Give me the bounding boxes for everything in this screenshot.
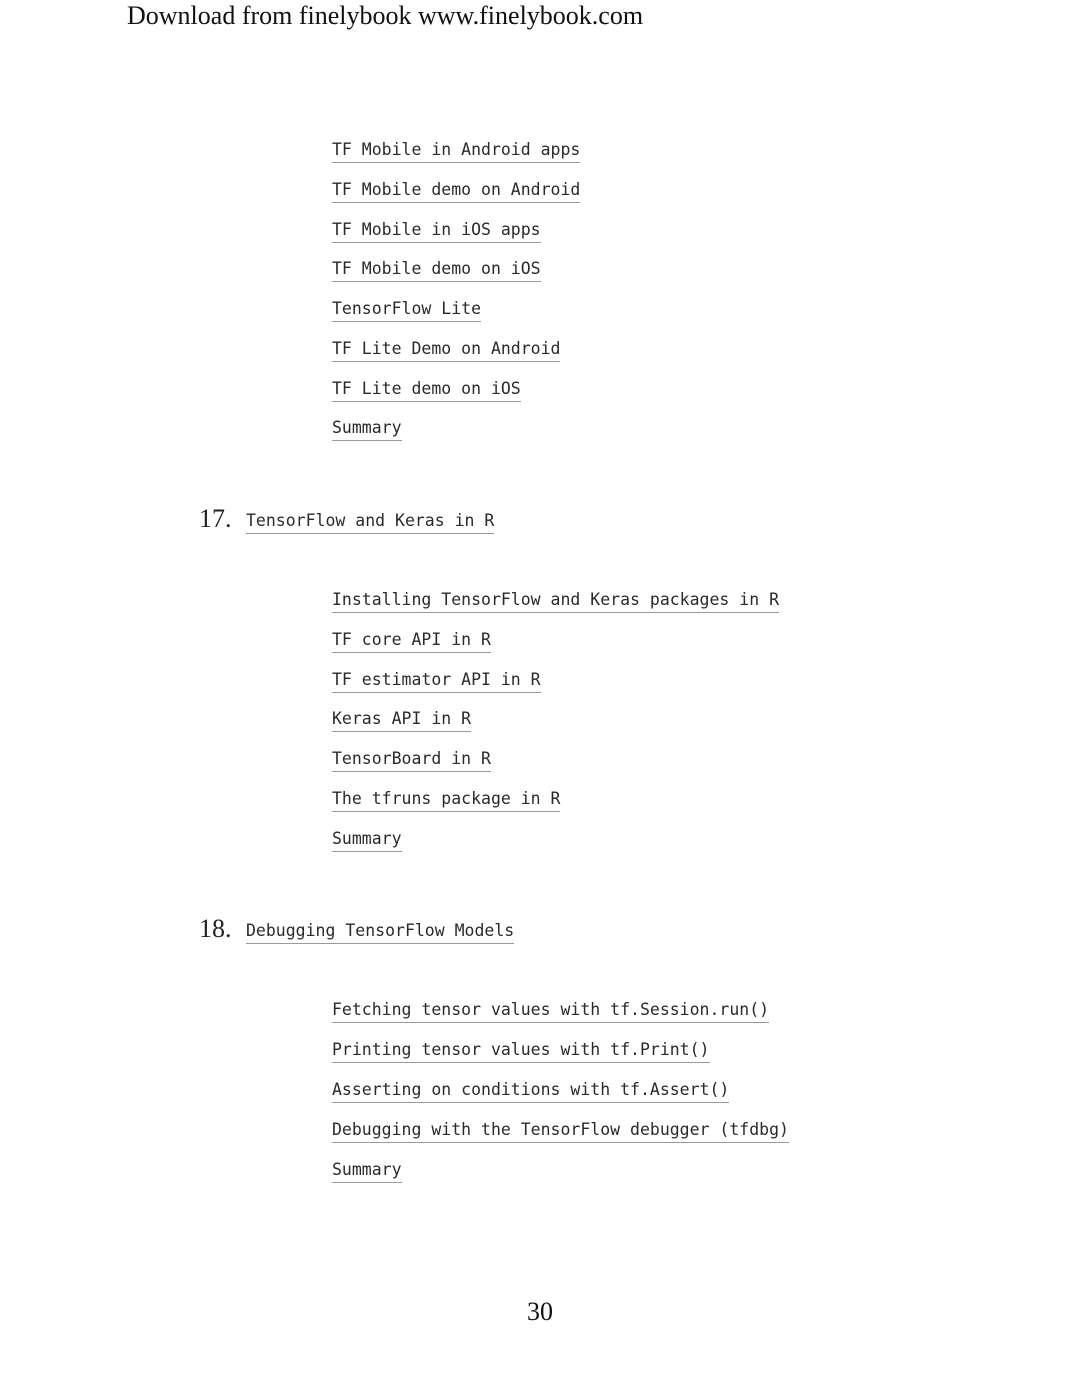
toc-item-tf-mobile-ios-apps[interactable]: TF Mobile in iOS apps: [332, 219, 541, 243]
toc-item-tensorflow-lite[interactable]: TensorFlow Lite: [332, 298, 481, 322]
toc-item-tf-estimator-api[interactable]: TF estimator API in R: [332, 669, 541, 693]
toc-item-tensorboard[interactable]: TensorBoard in R: [332, 748, 491, 772]
toc-item-tf-lite-demo-android[interactable]: TF Lite Demo on Android: [332, 338, 560, 362]
chapter-title-link[interactable]: Debugging TensorFlow Models: [246, 920, 514, 944]
toc-item-asserting-conditions[interactable]: Asserting on conditions with tf.Assert(): [332, 1079, 729, 1103]
toc-item-tf-mobile-android-apps[interactable]: TF Mobile in Android apps: [332, 139, 580, 163]
toc-item-keras-api[interactable]: Keras API in R: [332, 708, 471, 732]
chapter-number: 17.: [199, 504, 232, 533]
toc-item-tf-core-api[interactable]: TF core API in R: [332, 629, 491, 653]
toc-item-installing-packages[interactable]: Installing TensorFlow and Keras packages in R: [332, 589, 779, 613]
page-number: 30: [527, 1297, 553, 1326]
toc-item-tf-mobile-demo-ios[interactable]: TF Mobile demo on iOS: [332, 258, 541, 282]
toc-item-tfruns-package[interactable]: The tfruns package in R: [332, 788, 560, 812]
toc-item-printing-tensor-values[interactable]: Printing tensor values with tf.Print(): [332, 1039, 710, 1063]
chapter-number: 18.: [199, 914, 232, 943]
download-header: Download from finelybook www.finelybook.com: [127, 1, 644, 30]
toc-item-fetching-tensor-values[interactable]: Fetching tensor values with tf.Session.run(): [332, 999, 769, 1023]
toc-item-tf-mobile-demo-android[interactable]: TF Mobile demo on Android: [332, 179, 580, 203]
toc-item-summary[interactable]: Summary: [332, 828, 402, 852]
toc-item-summary[interactable]: Summary: [332, 417, 402, 441]
toc-item-summary[interactable]: Summary: [332, 1159, 402, 1183]
toc-item-tf-lite-demo-ios[interactable]: TF Lite demo on iOS: [332, 378, 521, 402]
toc-item-tfdbg-debugger[interactable]: Debugging with the TensorFlow debugger (tfdbg): [332, 1119, 789, 1143]
chapter-title-link[interactable]: TensorFlow and Keras in R: [246, 510, 494, 534]
